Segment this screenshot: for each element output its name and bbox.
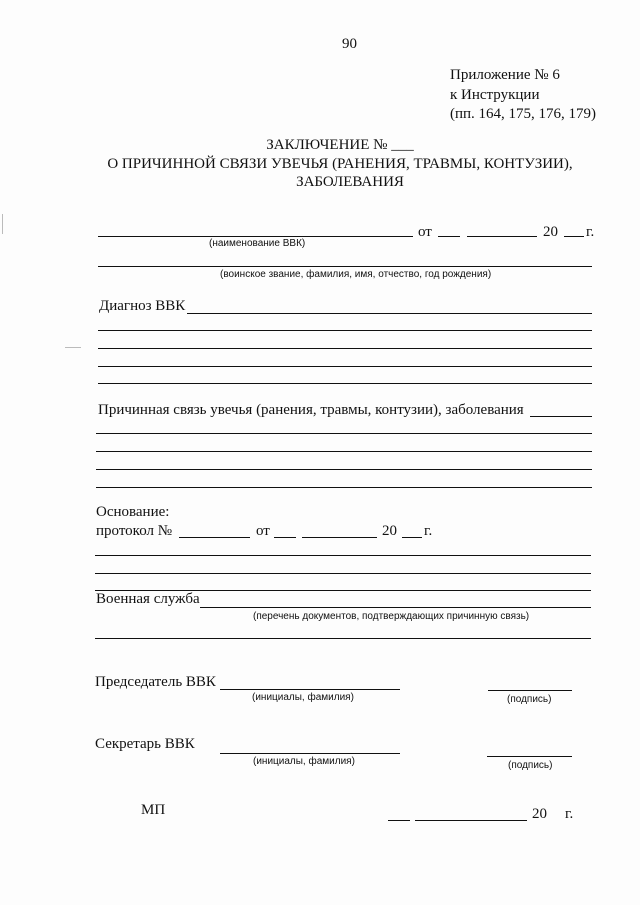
diagnosis-line-3[interactable]: [98, 348, 592, 349]
causal-line-4[interactable]: [96, 469, 592, 470]
causal-line-2[interactable]: [96, 433, 592, 434]
chairman-label: Председатель ВВК: [95, 674, 216, 690]
caption-documents: (перечень документов, подтверждающих причинную связь): [253, 611, 530, 622]
protocol-year-line[interactable]: [402, 537, 422, 538]
protocol-from-label: от: [256, 523, 270, 539]
causal-line-5[interactable]: [96, 487, 592, 488]
appendix-line-1: Приложение № 6: [450, 67, 560, 83]
stamp-label: МП: [141, 802, 166, 818]
causal-line-1[interactable]: [530, 416, 592, 417]
secretary-label: Секретарь ВВК: [95, 736, 195, 752]
title-line-1: ЗАКЛЮЧЕНИЕ № ___: [266, 137, 414, 153]
basis-label: Основание:: [96, 504, 170, 520]
footer-month-line[interactable]: [415, 820, 527, 821]
secretary-caption-sign: (подпись): [508, 760, 553, 771]
caption-person: (воинское звание, фамилия, имя, отчество, год рождения): [220, 269, 492, 280]
secretary-caption-name: (инициалы, фамилия): [253, 756, 355, 767]
caption-vvk-name: (наименование ВВК): [209, 238, 306, 249]
protocol-number-line[interactable]: [179, 537, 250, 538]
day-line[interactable]: [438, 236, 460, 237]
appendix-line-3: (пп. 164, 175, 176, 179): [450, 106, 597, 122]
year-suffix: г.: [586, 224, 595, 240]
protocol-label: протокол №: [96, 523, 173, 539]
year-prefix: 20: [543, 224, 558, 240]
month-line[interactable]: [467, 236, 537, 237]
vvk-name-line[interactable]: [98, 236, 413, 237]
chairman-caption-sign: (подпись): [507, 694, 552, 705]
footer-year-prefix: 20: [532, 806, 547, 822]
scan-artifact: [65, 347, 81, 348]
diagnosis-label: Диагноз ВВК: [99, 298, 186, 314]
person-line[interactable]: [98, 266, 592, 267]
basis-line-1[interactable]: [95, 555, 591, 556]
secretary-sign-line[interactable]: [487, 756, 572, 757]
military-service-label: Военная служба: [96, 591, 200, 607]
diagnosis-line-4[interactable]: [98, 366, 592, 367]
chairman-name-line[interactable]: [220, 689, 400, 690]
protocol-year-prefix: 20: [382, 523, 397, 539]
military-service-line-2[interactable]: [95, 638, 591, 639]
year-line[interactable]: [564, 236, 584, 237]
protocol-day-line[interactable]: [274, 537, 296, 538]
title-line-3: ЗАБОЛЕВАНИЯ: [296, 174, 404, 190]
title-line-2: О ПРИЧИННОЙ СВЯЗИ УВЕЧЬЯ (РАНЕНИЯ, ТРАВМЫ, КОНТУЗИИ),: [107, 156, 573, 172]
footer-day-line[interactable]: [388, 820, 410, 821]
military-service-line[interactable]: [200, 607, 591, 608]
diagnosis-line-2[interactable]: [98, 330, 592, 331]
causal-line-3[interactable]: [96, 451, 592, 452]
causal-label: Причинная связь увечья (ранения, травмы, контузии), заболевания: [98, 402, 524, 418]
protocol-month-line[interactable]: [302, 537, 377, 538]
appendix-line-2: к Инструкции: [450, 87, 540, 103]
from-label: от: [418, 224, 432, 240]
page-number: 90: [342, 36, 357, 52]
footer-year-suffix: г.: [565, 806, 574, 822]
scan-artifact-edge: [2, 214, 3, 234]
basis-line-2[interactable]: [95, 573, 591, 574]
secretary-name-line[interactable]: [220, 753, 400, 754]
diagnosis-line-1[interactable]: [187, 313, 592, 314]
chairman-sign-line[interactable]: [488, 690, 572, 691]
diagnosis-line-5[interactable]: [98, 383, 592, 384]
protocol-year-suffix: г.: [424, 523, 433, 539]
chairman-caption-name: (инициалы, фамилия): [252, 692, 354, 703]
